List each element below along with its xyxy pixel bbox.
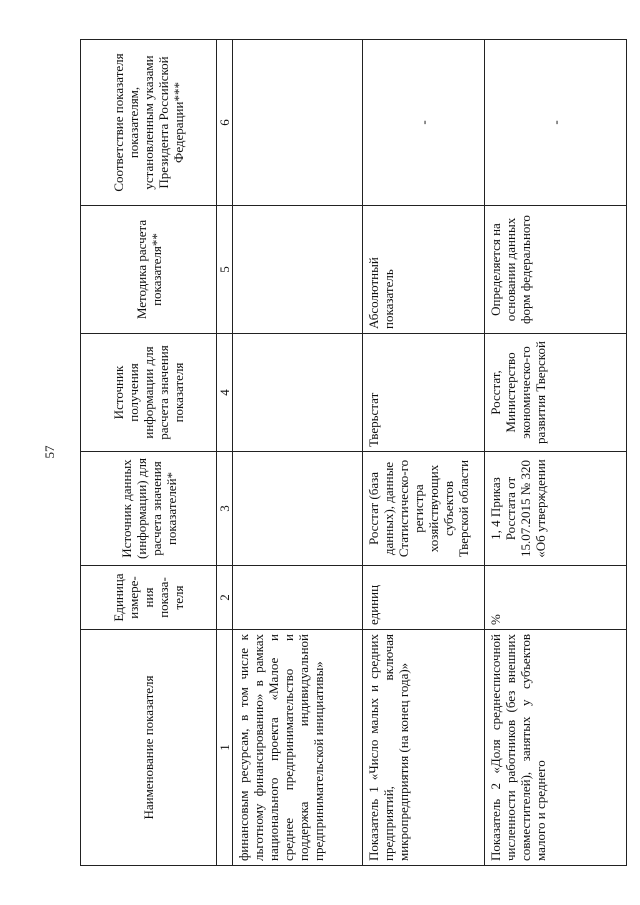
indicator-data-source: 1, 4 Приказ Росстата от 15.07.2015 № 320 «Об утверждении [485, 452, 627, 566]
indicator-unit: % [485, 566, 627, 630]
indicator-info-source: Росстат, Министерство экономическо-го развития Тверской [485, 334, 627, 452]
table-header-row [81, 40, 217, 866]
indicator-name: финансовым ресурсам, в том числе к льготному финансированию» в рамках национального проекта «Малое и среднее предпринимательство и поддержка индивидуальной предпринимательской инициативы» [233, 630, 363, 866]
indicator-data-source: Росстат (база данных), данные Статистическо-го регистра хозяйствующих субъектов Тверской области [363, 452, 485, 566]
column-number: 5 [217, 206, 233, 334]
column-number: 3 [217, 452, 233, 566]
indicator-method: Абсолютный показатель [363, 206, 485, 334]
table-row [233, 40, 363, 866]
indicator-unit: единиц [363, 566, 485, 630]
header-data-source: Источник данных (информации) для расчета значения показателей* [81, 452, 217, 566]
table-row [485, 40, 627, 866]
indicator-table-wrapper [80, 40, 626, 866]
column-number: 6 [217, 40, 233, 206]
column-number-row [217, 40, 233, 866]
page-number: 57 [42, 445, 57, 459]
indicator-table [80, 39, 627, 866]
indicator-method: Определяется на основании данных форм федерального [485, 206, 627, 334]
indicator-compliance: - [363, 40, 485, 206]
header-unit: Единица измере-ния показа-теля [81, 566, 217, 630]
table-row [363, 40, 485, 866]
indicator-data-source [233, 452, 363, 566]
header-indicator-name: Наименование показателя [81, 630, 217, 866]
header-compliance: Соответствие показателя показателям, установленным указами Президента Российской Федерации*** [81, 40, 217, 206]
indicator-compliance [233, 40, 363, 206]
column-number: 1 [217, 630, 233, 866]
header-info-source: Источник получения информации для расчета значения показателя [81, 334, 217, 452]
indicator-info-source: Тверьстат [363, 334, 485, 452]
header-method: Методика расчета показателя** [81, 206, 217, 334]
column-number: 4 [217, 334, 233, 452]
indicator-unit [233, 566, 363, 630]
indicator-info-source [233, 334, 363, 452]
indicator-name: Показатель 1 «Число малых и средних предприятий, включая микропредприятия (на конец года)» [363, 630, 485, 866]
indicator-method [233, 206, 363, 334]
column-number: 2 [217, 566, 233, 630]
indicator-name: Показатель 2 «Доля среднесписочной численности работников (без внешних совместителей), занятых у субъектов малого и среднего [485, 630, 627, 866]
indicator-compliance: - [485, 40, 627, 206]
